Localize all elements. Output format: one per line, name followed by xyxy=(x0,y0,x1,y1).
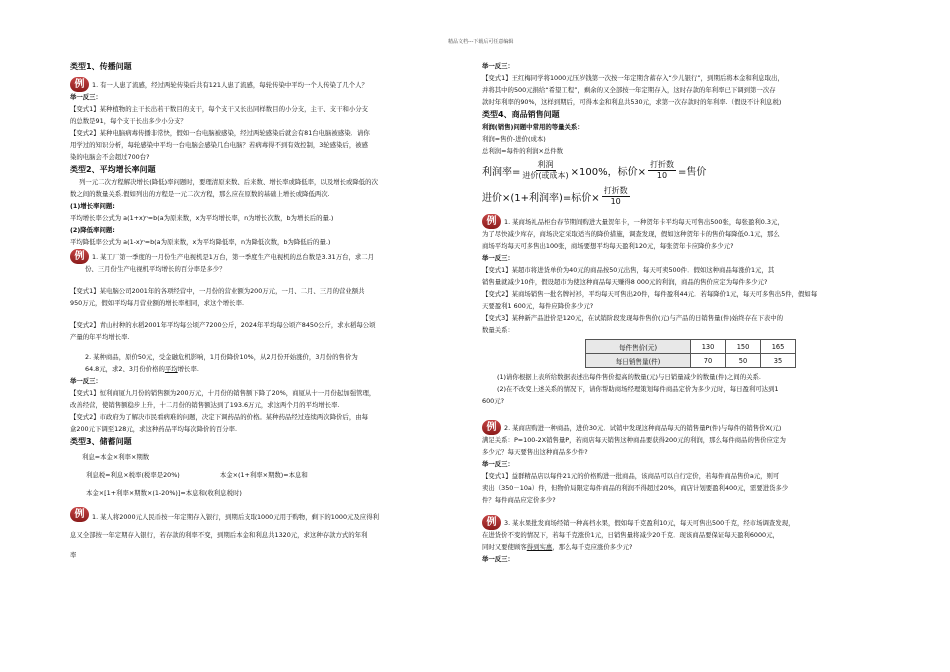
formula-after-tax: 本金×[1+利率×期数×(1-20%)]=本息和(收利息税时) xyxy=(86,489,242,497)
subheading-decrease: (2)降低率问题: xyxy=(70,226,115,234)
table-row xyxy=(586,340,796,354)
variant-line: 【变式2】市政府为了解决市民看病难的问题，决定下调药品的价格。某种药品经过连续两次降价后，由每 xyxy=(70,413,369,421)
variant-line: 【变式1】某超市将进货单价为40元的商品按50元出售，每天可卖500件．假如这种商品每涨价1元，其 xyxy=(482,266,775,274)
question-line: (1)请你根据上表所给数据表述出每件售价提高的数量(元)与日销量减少的数量(件)之间的关系. xyxy=(497,373,761,381)
variant-line: 的总数是91，每个支干长出多少小分支？ xyxy=(70,117,187,125)
question-line: 600元? xyxy=(482,397,504,405)
formula-tax: 利息税=利息×税率(税率是20%) 本金×(1+利率×期数)=本息和 xyxy=(86,471,308,479)
practice-heading: 举一反三： xyxy=(482,460,514,468)
fraction: $\frac{\text{利润}}{\text{进价(或成本)}}$ xyxy=(522,159,569,180)
formula-profit-rate: 利润率= $\frac{\text{利润}}{\text{进价(或成本)}}$ ×100%，标价× $\frac{\text{打折数}}{10}$ =售价 xyxy=(482,159,707,180)
table-row-label: 每日销售量(件) xyxy=(586,354,691,368)
variant-line: 件？每件商品应定价多少? xyxy=(482,496,556,504)
description-line: 列一元二次方程解决增长(降低)率问题时，要理清原来数、后来数、增长率或降低率，以及增长或降低的次 xyxy=(79,178,378,186)
table-cell: 165 xyxy=(761,340,796,354)
variant-line: 【变式1】益群精品店以每件21元的价格购进一批商品，该商品可以自行定价，若每件商品售价a元，则可 xyxy=(482,472,780,480)
variant-line: 【变式1】恒利商厦九月份的销售额为200万元，十月份的销售额下降了20%，商厦从十一月份起加强管理， xyxy=(70,389,376,397)
example-text: 同时又要使顾客得到实惠，那么每千克应涨价多少元? xyxy=(482,543,633,551)
variant-line: 卖出（350－10a）件，但物价局限定每件商品的利润不得超过20%，商店计划要盈利400元，需要进货多少 xyxy=(482,484,789,492)
example-text: 多少元？每天要售出这种商品多少件? xyxy=(482,448,588,456)
variant-line: 天要盈利1 600元，每件应降价多少元? xyxy=(482,302,594,310)
example-block-t4-1 xyxy=(482,213,880,228)
fraction: $\frac{\text{打折数}}{10}$ xyxy=(603,185,628,206)
variant-line: 盒200元下调至128元，求这种药品平均每次降价的百分率. xyxy=(70,425,238,433)
example-block-t4-2 xyxy=(482,419,880,434)
example-text: 1. 有一人患了流感，经过两轮传染后共有121人患了流感，每轮传染中平均一个人传染了几个人？ xyxy=(92,81,368,89)
example-badge-icon: 例 xyxy=(482,420,501,435)
variant-line: 【变式1】王红梅同学将1000元压岁钱第一次按一年定期含蓄存入“少儿银行”，到期后将本金和利息取出， xyxy=(482,74,784,82)
right-column xyxy=(482,60,880,565)
example-text: 2. 某种商品，原价50元，受金融危机影响，1月份降价10%，从2月份开始涨价，3月份的售价为 xyxy=(85,353,358,361)
section-title-type2: 类型2、平均增长率问题 xyxy=(70,165,156,174)
table-cell: 150 xyxy=(726,340,761,354)
relation-line: 总利润=每件的利润×总件数 xyxy=(482,147,564,155)
example-text: 率 xyxy=(70,551,77,559)
example-text: 商场平均每天可多售出100张，商场要想平均每天盈利120元，每张贺年卡应降价多少元? xyxy=(482,242,734,250)
formula-increase: 平均增长率公式为 a(1+x)ⁿ=b(a为原来数，x为平均增长率，n为增长次数，b为增长后的量.) xyxy=(70,214,334,222)
example-block-t3-1 xyxy=(70,506,468,525)
variant-line: 【变式1】某种植物的主干长出若干数目的支干，每个支干又长出同样数目的小分支，主干、支干和小分支 xyxy=(70,105,369,113)
table-cell: 50 xyxy=(726,354,761,368)
example-block-t2-1 xyxy=(70,248,468,263)
example-text: 息又全部按一年定期存入银行，若存款的利率不变，到期后本金和利息共1320元，求这种存款方式的年利 xyxy=(70,531,368,539)
section-title-type4: 类型4、商品销售问题 xyxy=(482,110,560,119)
example-badge-icon: 例 xyxy=(482,515,501,530)
practice-heading: 举一反三： xyxy=(482,62,514,70)
page-header: 精品文档---下载后可任意编辑 xyxy=(448,39,514,45)
example-text: 1. 某人将2000元人民币按一年定期存入银行，到期后支取1000元用于购物，剩下的1000元及应得利 xyxy=(92,513,379,521)
example-text: 在进货价不变的情况下，若每千克涨价1元，日销售量将减少20千克．现该商品要保证每天盈利6000元， xyxy=(482,531,779,539)
example-text: 满足关系：P=100-2X销售量P，若商店每天销售这种商品要获得200元的利润，那么每件商品的售价应定为 xyxy=(482,436,786,444)
subheading-relations: 利润(销售)问题中常用的等量关系： xyxy=(482,123,584,131)
variant-line: 数量关系： xyxy=(482,326,514,334)
variant-line: 【变式1】某电脑公司2001年的各项经营中，一月份的营业额为200万元，一月、二月、三月的营业额共 xyxy=(70,287,365,295)
practice-heading: 举一反三： xyxy=(70,377,102,385)
example-badge-icon: 例 xyxy=(482,214,501,229)
variant-line: 款时年利率的90%，这样到期后，可得本金和利息共530元，求第一次存款时的年利率.（假设不计利息税) xyxy=(482,98,782,106)
table-cell: 70 xyxy=(691,354,726,368)
formula-cost-price: 进价×(1+利润率)=标价× $\frac{\text{打折数}}{10}$ xyxy=(482,185,628,206)
variant-line: 【变式3】某种新产品进价是120元，在试销阶段发现每件售价(元)与产品的日销售量(件)始终存在下表中的 xyxy=(482,314,784,322)
example-text: 1. 某商场礼品柜台春节期间购进大量贺年卡，一种贺年卡平均每天可售出500张，每张盈利0.3元， xyxy=(504,218,784,226)
example-badge-icon: 例 xyxy=(70,249,89,264)
variant-line: 产量的年平均增长率. xyxy=(70,333,130,341)
price-sales-table xyxy=(585,339,796,368)
example-text: 份、三月份生产电视机平均增长的百分率是多少？ xyxy=(85,265,226,273)
example-block-t1-1 xyxy=(70,76,468,91)
practice-heading: 举一反三： xyxy=(70,93,102,101)
table-cell: 35 xyxy=(761,354,796,368)
subheading-increase: (1)增长率问题: xyxy=(70,202,115,210)
example-text: 为了尽快减少库存，商场决定采取适当的降价措施，调查发现，假如这种贺年卡的售价每降低0.1元，那么 xyxy=(482,230,780,238)
relation-line: 利润=售价-进价(成本) xyxy=(482,135,546,143)
variant-line: 【变式2】青山村种的水稻2001年平均每公顷产7200公斤，2024年平均每公顷产8450公斤，求水稻每公顷 xyxy=(70,321,376,329)
variant-line: 销售量就减少10件，假设超市为使这种商品每天赚得8 000元的利润，商品的售价应定为每件多少元? xyxy=(482,278,768,286)
practice-heading: 举一反三： xyxy=(482,555,514,563)
fraction: $\frac{\text{打折数}}{10}$ xyxy=(650,159,674,180)
question-line: (2)在不改变上述关系的情况下，请你帮助商场经理策划每件商品定价为多少元时，每日盈利可达到1 xyxy=(497,385,779,393)
section-title-type1: 类型1、传播问题 xyxy=(70,62,132,71)
example-text: 1. 某工厂第一季度的一月份生产电视机是1万台，第一季度生产电视机的总台数是3.31万台，求二月 xyxy=(92,253,375,261)
example-badge-icon: 例 xyxy=(70,507,89,522)
formula-interest: 利息=本金×利率×期数 xyxy=(82,453,150,461)
variant-line: 用学过的知识分析，每轮感染中平均一台电脑会感染几台电脑？若病毒得不到有效控制，3轮感染后，被感 xyxy=(70,141,369,149)
table-row xyxy=(586,354,796,368)
formula-decrease: 平均降低率公式为 a(1-x)ⁿ=b(a为原来数，x为平均降低率，n为降低次数，b为降低后的量.) xyxy=(70,238,331,246)
variant-line: 【变式2】某种电脑病毒传播非常快，假如一台电脑被感染，经过两轮感染后就会有81台电脑被感染．请你 xyxy=(70,129,370,137)
variant-line: 改善经营，使销售额稳步上升，十二月份的销售额达到了193.6万元，求这两个月的平均增长率. xyxy=(70,401,340,409)
example-badge-icon: 例 xyxy=(70,77,89,92)
practice-heading: 举一反三： xyxy=(482,254,514,262)
table-row-label: 每件售价(元) xyxy=(586,340,691,354)
example-text: 64.8元，求2、3月份价格的平均增长率. xyxy=(85,365,199,373)
variant-line: 染的电脑会不会超过700台? xyxy=(70,153,150,161)
variant-line: 【变式2】某商场销售一批名牌衬衫，平均每天可售出20件，每件盈利44元．若每降价1元，每天可多售出5件，假如每 xyxy=(482,290,818,298)
example-text: 3. 某水果批发商场经销一种高档水果，假如每千克盈利10元，每天可售出500千克，经市场调查发现， xyxy=(504,519,795,527)
variant-line: 并将其中的500元捐给“希望工程”，剩余的又全部按一年定期存入，这时存款的年利率已下调到第一次存 xyxy=(482,86,776,94)
example-block-t4-3 xyxy=(482,514,880,529)
variant-line: 950万元，假如平均每月营业额的增长率相同，求这个增长率. xyxy=(70,299,244,307)
example-text: 2. 某商店购进一种商品，进价30元．试销中发现这种商品每天的销售量P(件)与每件的销售价X(元) xyxy=(504,424,782,432)
left-column xyxy=(70,60,468,565)
table-cell: 130 xyxy=(691,340,726,354)
description-line: 数之间的数量关系.假如列出的方程是一元二次方程，那么应在原数的基础上增长或降低两次. xyxy=(70,190,330,198)
section-title-type3: 类型3、储蓄问题 xyxy=(70,437,132,446)
